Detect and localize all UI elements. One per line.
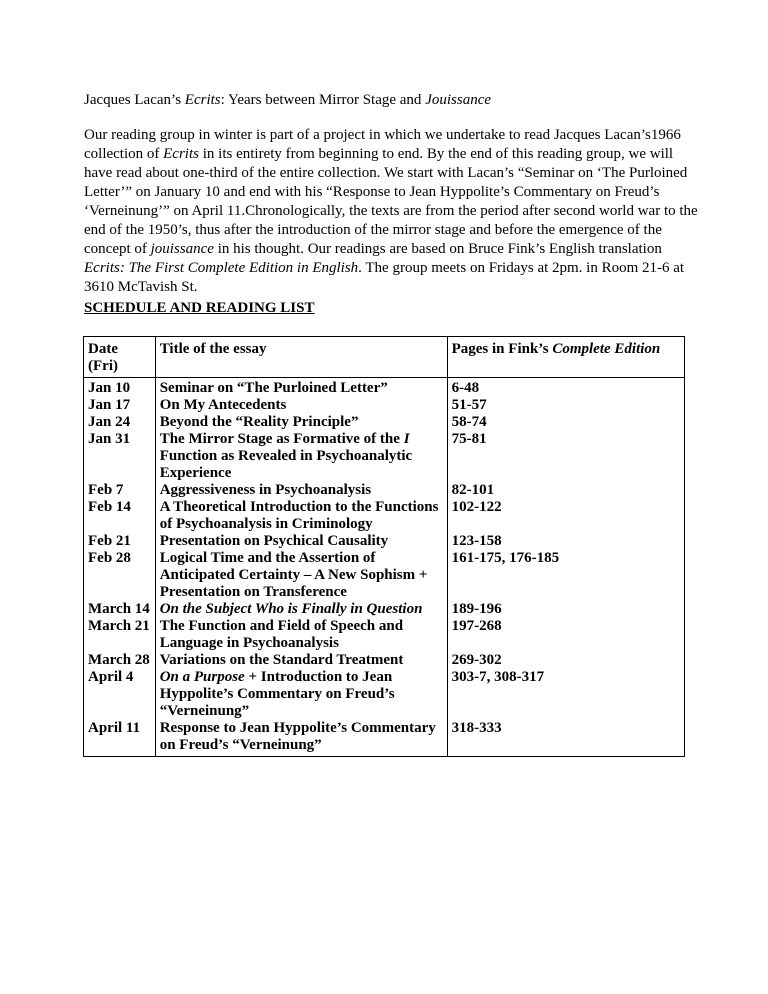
table-row <box>84 669 685 720</box>
cell-pages: 161-175, 176-185 <box>447 550 684 601</box>
cell-pages: 318-333 <box>447 720 684 757</box>
intro-paragraph <box>84 126 700 297</box>
text-run: : Years between Mirror Stage and <box>220 92 426 108</box>
cell-title <box>155 618 447 652</box>
text-run: in his thought. Our readings are based on Bruce Fink’s English translation <box>213 241 662 257</box>
text-run: The Function and Field of Speech and Language in Psychoanalysis <box>159 618 404 651</box>
italic-text: Ecrits <box>184 92 221 108</box>
table-row <box>84 378 685 398</box>
table-header-row <box>84 337 685 378</box>
text-run: . The group meets on Fridays at 2pm. in Room 21-6 at 3610 McTavish St. <box>84 260 685 295</box>
italic-text: Ecrits: The First Complete Edition in English <box>84 260 359 276</box>
cell-date: Jan 31 <box>84 431 156 482</box>
text-run: Pages in Fink’s <box>451 341 553 357</box>
document-title <box>84 91 704 110</box>
cell-date: Jan 24 <box>84 414 156 431</box>
cell-pages: 303-7, 308-317 <box>447 669 684 720</box>
cell-pages: 75-81 <box>447 431 684 482</box>
cell-pages: 82-101 <box>447 482 684 499</box>
text-run: Seminar on “The Purloined Letter” <box>159 380 388 396</box>
cell-title <box>155 397 447 414</box>
cell-date: Jan 10 <box>84 378 156 398</box>
cell-date: Feb 14 <box>84 499 156 533</box>
cell-title <box>155 601 447 618</box>
cell-date: Jan 17 <box>84 397 156 414</box>
cell-pages: 6-48 <box>447 378 684 398</box>
table-row <box>84 618 685 652</box>
table-row <box>84 397 685 414</box>
header-pages <box>447 337 684 378</box>
italic-text: Ecrits <box>163 146 199 162</box>
cell-pages: 102-122 <box>447 499 684 533</box>
cell-date: Feb 21 <box>84 533 156 550</box>
text-run: Response to Jean Hyppolite’s Commentary on Freud’s “Verneinung” <box>159 720 436 753</box>
text-run: On My Antecedents <box>159 397 287 413</box>
text-run: Aggressiveness in Psychoanalysis <box>159 482 372 498</box>
table-row <box>84 720 685 757</box>
cell-pages: 58-74 <box>447 414 684 431</box>
table-row <box>84 533 685 550</box>
text-run: Beyond the “Reality Principle” <box>159 414 359 430</box>
schedule-body <box>84 378 685 757</box>
table-row <box>84 414 685 431</box>
cell-pages: 51-57 <box>447 397 684 414</box>
text-run: Function as Revealed in Psychoanalytic Experience <box>159 448 413 481</box>
cell-pages: 123-158 <box>447 533 684 550</box>
italic-text: jouissance <box>150 241 214 257</box>
text-run: Presentation on Psychical Causality <box>159 533 389 549</box>
italic-text: I <box>403 431 410 447</box>
cell-date: March 14 <box>84 601 156 618</box>
cell-date: March 28 <box>84 652 156 669</box>
cell-title <box>155 652 447 669</box>
text-run: + Introduction to Jean Hyppolite’s Commentary on Freud’s “Verneinung” <box>159 669 395 719</box>
table-row <box>84 550 685 601</box>
cell-title <box>155 499 447 533</box>
cell-pages: 269-302 <box>447 652 684 669</box>
italic-text: On a Purpose <box>159 669 245 685</box>
cell-date: April 4 <box>84 669 156 720</box>
cell-date: April 11 <box>84 720 156 757</box>
section-heading: SCHEDULE AND READING LIST <box>84 300 315 316</box>
table-row <box>84 652 685 669</box>
cell-title <box>155 550 447 601</box>
table-row <box>84 482 685 499</box>
italic-text: Jouissance <box>425 92 492 108</box>
text-run: Logical Time and the Assertion of Anticipated Certainty – A New Sophism + Presentation on Transference <box>159 550 428 600</box>
cell-title <box>155 378 447 398</box>
cell-title <box>155 431 447 482</box>
cell-title <box>155 533 447 550</box>
cell-pages: 197-268 <box>447 618 684 652</box>
table-row <box>84 499 685 533</box>
cell-pages: 189-196 <box>447 601 684 618</box>
italic-text: Complete Edition <box>552 341 661 357</box>
text-run: Variations on the Standard Treatment <box>159 652 404 668</box>
cell-title <box>155 669 447 720</box>
schedule-table <box>83 336 685 757</box>
header-date: Date (Fri) <box>84 337 156 378</box>
cell-date: Feb 7 <box>84 482 156 499</box>
text-run: Our reading group in winter is part of a project in which we undertake to read Jacques Lacan’s1966 collection of <box>84 127 681 162</box>
text-run: Jacques Lacan’s <box>84 92 185 108</box>
table-row <box>84 431 685 482</box>
cell-date: March 21 <box>84 618 156 652</box>
text-run: The Mirror Stage as Formative of the <box>159 431 404 447</box>
header-title: Title of the essay <box>155 337 447 378</box>
text-run: in its entirety from beginning to end. By the end of this reading group, we will have read about one-third of the entire collection. We start with Lacan’s “Seminar on ‘The Purloined Letter’” on January 10 and end with his “Response to Jean Hyppolite’s Commentary on Freud’s ‘Verneinung’” on April 11.Chronologically, the texts are from the period after second world war to the end of the 1950’s, thus after the introduction of the mirror stage and before the emergence of the concept of <box>84 146 698 257</box>
italic-text: On the Subject Who is Finally in Question <box>159 601 423 617</box>
cell-title <box>155 482 447 499</box>
text-run: A Theoretical Introduction to the Functions of Psychoanalysis in Criminology <box>159 499 439 532</box>
cell-date: Feb 28 <box>84 550 156 601</box>
table-row <box>84 601 685 618</box>
cell-title <box>155 720 447 757</box>
cell-title <box>155 414 447 431</box>
